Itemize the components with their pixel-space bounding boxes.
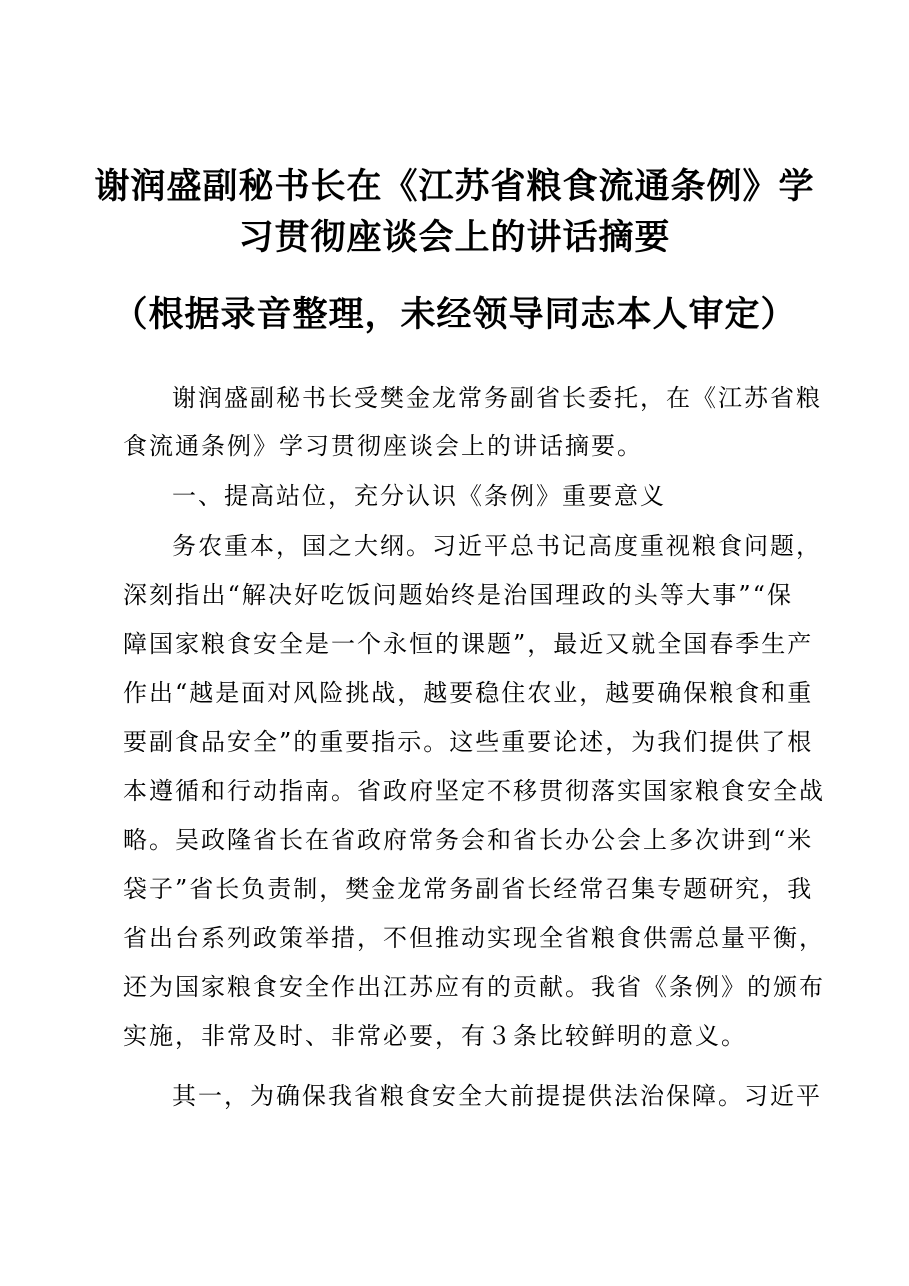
body-line: 障国家粮食安全是一个永恒的课题”，最近又就全国春季生产 [123, 630, 814, 658]
body-line: 省出台系列政策举措，不但推动实现全省粮食供需总量平衡， [123, 924, 825, 952]
body-line: 本遵循和行动指南。省政府坚定不移贯彻落实国家粮食安全战 [123, 777, 825, 805]
section-heading: 一、提高站位，充分认识《条例》重要意义 [172, 482, 666, 510]
body-line: 务农重本，国之大纲。习近平总书记高度重视粮食问题， [172, 532, 822, 560]
document-title-line-1: 谢润盛副秘书长在《江苏省粮食流通条例》学 [94, 166, 815, 207]
body-line: 实施，非常及时、非常必要，有３条比较鲜明的意义。 [123, 1022, 747, 1050]
body-line: 袋子”省长负责制，樊金龙常务副省长经常召集专题研究，我 [123, 875, 814, 903]
body-line: 深刻指出“解决好吃饭问题始终是治国理政的头等大事”“保 [123, 581, 793, 609]
body-line: 略。吴政隆省长在省政府常务会和省长办公会上多次讲到“米 [123, 826, 814, 854]
body-line: 食流通条例》学习贯彻座谈会上的讲话摘要。 [123, 432, 643, 460]
body-line: 还为国家粮食安全作出江苏应有的贡献。我省《条例》的颁布 [123, 973, 825, 1001]
body-line: 要副食品安全”的重要指示。这些重要论述，为我们提供了根 [123, 728, 814, 756]
body-line: 谢润盛副秘书长受樊金龙常务副省长委托，在《江苏省粮 [172, 384, 822, 412]
document-title-line-2: 习贯彻座谈会上的讲话摘要 [238, 217, 671, 258]
body-line: 作出“越是面对风险挑战，越要稳住农业，越要确保粮食和重 [123, 679, 814, 707]
document-subtitle: （根据录音整理，未经领导同志本人审定） [112, 294, 797, 335]
body-line: 其一，为确保我省粮食安全大前提提供法治保障。习近平 [172, 1082, 822, 1110]
